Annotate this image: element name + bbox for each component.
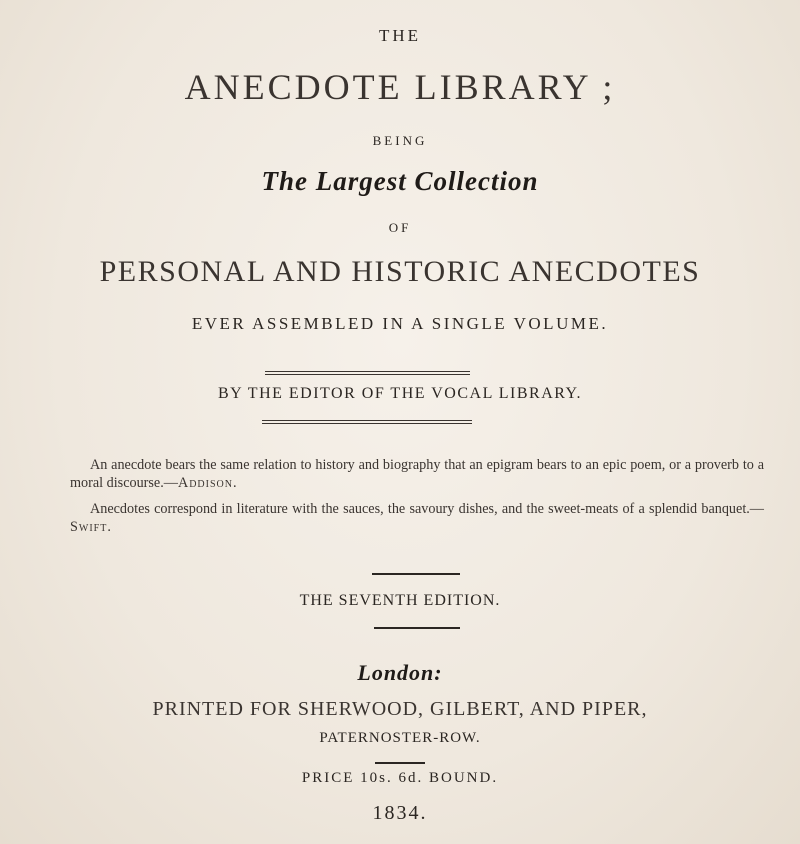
- editor-credit: BY THE EDITOR OF THE VOCAL LIBRARY.: [217, 385, 583, 402]
- edition-label: THE SEVENTH EDITION.: [299, 592, 501, 609]
- edition-bottom-divider: [374, 627, 460, 629]
- printer-line: PRINTED FOR SHERWOOD, GILBERT, AND PIPER,: [152, 698, 648, 720]
- address-line: PATERNOSTER-ROW.: [319, 730, 481, 746]
- epigraph-swift: [70, 500, 764, 536]
- top-divider: [265, 371, 470, 375]
- book-title: ANECDOTE LIBRARY ;: [184, 67, 616, 107]
- price-line: PRICE 10s. 6d. BOUND.: [301, 770, 499, 786]
- subject-heading: PERSONAL AND HISTORIC ANECDOTES: [99, 255, 701, 288]
- the-heading: THE: [378, 26, 422, 45]
- of-label: OF: [388, 220, 412, 235]
- city-label: London:: [357, 660, 443, 685]
- epigraph-text: Anecdotes correspond in literature with the sauces, the savoury dishes, and the sweet-meats of a splendid banquet.—: [90, 501, 764, 517]
- epigraph-addison: [70, 456, 764, 492]
- epigraph-text: An anecdote bears the same relation to history and biography that an epigram bears to an epic poem, or a proverb to a moral discourse.—: [70, 457, 764, 491]
- being-label: BEING: [372, 133, 428, 148]
- edition-top-divider: [372, 573, 460, 575]
- publication-year: 1834.: [372, 802, 428, 824]
- largest-collection-heading: The Largest Collection: [261, 166, 539, 196]
- epigraph-author: Swift.: [70, 519, 112, 535]
- editor-divider: [262, 420, 472, 424]
- price-divider: [375, 762, 425, 764]
- epigraph-author: Addison.: [177, 475, 238, 491]
- volume-subtitle: EVER ASSEMBLED IN A SINGLE VOLUME.: [191, 314, 609, 333]
